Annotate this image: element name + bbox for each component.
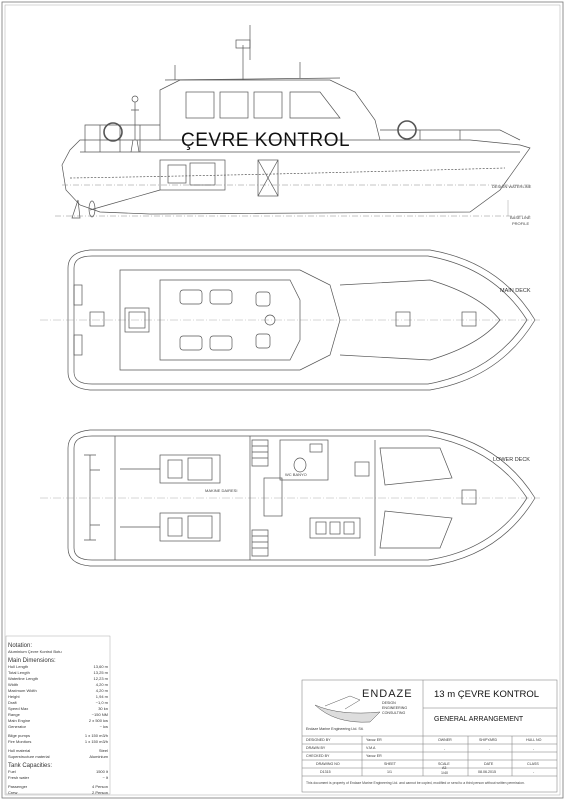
notes-row-value: 13,60 m	[93, 664, 108, 669]
notes-row-key: Width	[8, 682, 19, 687]
notation-heading: Notation:	[8, 643, 33, 649]
notes-row-value: ~150 NM	[91, 712, 108, 717]
drawing-no-value: D1315	[320, 770, 331, 774]
notes-row-value: Aluminium	[89, 754, 108, 759]
profile-person-body	[131, 102, 139, 152]
main-deck-bollard-stbd	[74, 335, 82, 355]
notes-row-value: 12,23 m	[93, 676, 108, 681]
lower-deck-stairs-2	[252, 530, 268, 556]
lower-deck-hatch-cabin	[355, 462, 369, 476]
profile-label: PROFILE	[512, 221, 530, 226]
scale-key: SCALE	[438, 762, 450, 766]
tank-list	[8, 769, 108, 781]
notes-row-value: ~ lt	[102, 775, 108, 780]
notation-text: Aluminium Çevre Kontrol Botu	[8, 649, 62, 654]
lower-deck-berth-port	[380, 448, 452, 485]
lower-deck-engine-stbd	[160, 513, 220, 541]
engine-room-label: MAKINE DAIRESI	[205, 488, 238, 493]
notes-row-value: 1 x 150 m3/h	[84, 739, 108, 744]
main-deck-label: MAIN DECK	[500, 288, 531, 294]
company-sub3: CONSULTING	[382, 711, 406, 715]
profile-person-head	[132, 96, 138, 102]
notes-row	[8, 790, 108, 796]
company-sub2: ENGINEERING	[382, 706, 408, 710]
company-name: ENDAZE	[362, 688, 413, 700]
class-value: -	[533, 770, 535, 774]
lower-deck-stairs-1	[252, 440, 268, 466]
notes-row-value: 2 x 500 kw	[88, 718, 108, 723]
notes-row	[8, 775, 108, 781]
drawn-by-value: V.M.A	[366, 746, 376, 750]
wc-label: WC BANYO	[285, 472, 307, 477]
company-sub1: DESIGN	[382, 701, 396, 705]
notes-row-value: 2 Person	[91, 790, 108, 795]
notes-row-key: Draft	[8, 700, 17, 705]
notes-row-key: Fuel	[8, 769, 16, 774]
vessel-name: ÇEVRE KONTROL	[181, 130, 351, 151]
notes-row-key: Bilge pumps	[8, 733, 31, 738]
lower-deck-wc-toilet	[294, 458, 306, 472]
main-deck-seat-3	[210, 290, 232, 304]
notes-row	[8, 724, 108, 730]
copyright-footer: This document is property of Endaze Marine Engineering Ltd. and cannot be copied, modified or send to a third person without written permission.	[306, 781, 525, 785]
notes-row	[8, 739, 108, 745]
notes-row-value: 1 x 150 m3/h	[84, 733, 108, 738]
notes-row-key: Maximum Width	[8, 688, 37, 693]
drawing-title: 13 m ÇEVRE KONTROL	[434, 689, 540, 700]
notes-row	[8, 754, 108, 760]
notes-row-key: Passenger	[8, 784, 28, 789]
main-deck-hatch-stern	[90, 312, 104, 326]
main-deck-plan	[40, 250, 540, 390]
profile-view	[55, 25, 530, 218]
shipyard-value: -	[489, 747, 491, 751]
scale-value-1: A3	[442, 766, 447, 770]
notes-row-key: Hull Length	[8, 664, 29, 669]
drawing-no-key: DRAWING NO	[316, 762, 340, 766]
profile-window-4	[290, 92, 340, 118]
notes-row-value: 1500 lt	[95, 769, 108, 774]
profile-window-2	[220, 92, 248, 118]
notes-row-key: Superstructure material	[8, 754, 50, 759]
designed-by-key: DESIGNED BY	[306, 738, 331, 742]
notes-row-key: Generator	[8, 724, 27, 729]
notes-row-key: Height	[8, 694, 20, 699]
profile-chine-line	[70, 168, 505, 178]
base-line-label: BASE LINE	[510, 215, 531, 220]
notes-row-value: 1,94 m	[95, 694, 108, 699]
lower-deck-label: LOWER DECK	[493, 457, 530, 463]
notes-row-value: 30 kn	[98, 706, 108, 711]
sheet-value: 1/1	[387, 770, 392, 774]
main-deck-hatch-fwd-2	[462, 312, 476, 326]
date-key: DATE	[484, 762, 494, 766]
notes-row-key: Speed Max	[8, 706, 29, 711]
notes-row-key: Fresh water	[8, 775, 30, 780]
checked-by-value: Yavuz ER	[366, 754, 382, 758]
notes-panel	[8, 640, 108, 796]
drawing-subtitle: GENERAL ARRANGEMENT	[434, 716, 524, 723]
notes-row-value: ~1,0 m	[95, 700, 108, 705]
profile-shaft	[90, 190, 160, 210]
notes-row-value: Steel	[98, 748, 108, 753]
notes-row-key: Fire Monitors	[8, 739, 32, 744]
design-waterline-label: DESIGN WATERLINE	[492, 184, 532, 189]
crew-list	[8, 784, 108, 796]
notes-row-key: Hull material	[8, 748, 31, 753]
lower-deck-generator	[264, 478, 282, 516]
main-deck-bollard-port	[74, 285, 82, 305]
dims-heading: Main Dimensions:	[8, 658, 56, 664]
sheet-key: SHEET	[384, 762, 396, 766]
checked-by-key: CHECKED BY	[306, 754, 330, 758]
lower-deck-berth-stbd	[380, 511, 452, 548]
lower-deck-galley	[310, 518, 360, 538]
main-deck-seat-5	[256, 292, 270, 306]
drawn-by-key: DRAWN BY	[306, 746, 326, 750]
notes-row-key: Crew	[8, 790, 18, 795]
profile-lifering-aft	[104, 123, 122, 141]
notes-row-value: ~ kw	[99, 724, 108, 729]
main-deck-hatch-fwd-1	[396, 312, 410, 326]
owner-key: OWNER	[438, 738, 452, 742]
date-value: 08.06.2015	[478, 770, 496, 774]
company-address: Endaze Marine Engineering Ltd. Sti.	[306, 727, 364, 731]
notes-row-key: Waterline Length	[8, 676, 39, 681]
main-deck-seat-2	[180, 336, 202, 350]
designed-by-value: Yavuz ER	[366, 738, 382, 742]
lower-deck-steering-gear	[84, 455, 100, 540]
profile-window-3	[254, 92, 282, 118]
notes-row-key: Total Length	[8, 670, 30, 675]
lower-deck-hatch-fwd	[462, 490, 476, 504]
main-deck-seat-1	[180, 290, 202, 304]
shipyard-key: SHIPYARD	[479, 738, 498, 742]
owner-value: -	[444, 747, 446, 751]
notes-row-value: 13,25 m	[93, 670, 108, 675]
profile-window-1	[186, 92, 214, 118]
hull-no-value: -	[533, 747, 535, 751]
lower-deck-engine-port	[160, 455, 220, 483]
notes-row-value: 4,20 m	[95, 688, 108, 693]
scale-value-2: 1/40	[441, 771, 448, 775]
equip-list	[8, 733, 108, 745]
hull-no-key: HULL NO	[526, 738, 542, 742]
notes-row-value: 4,20 m	[95, 682, 108, 687]
main-deck-seat-6	[256, 334, 270, 348]
notes-row-value: 4 Person	[91, 784, 108, 789]
lower-deck-wc-sink	[310, 444, 322, 452]
notes-row-key: Range	[8, 712, 20, 717]
tank-heading: Tank Capacities:	[8, 763, 53, 769]
dims-list	[8, 664, 108, 730]
lower-deck-plan	[40, 430, 540, 566]
notes-row-key: Main Engine	[8, 718, 31, 723]
material-list	[8, 748, 108, 760]
class-key: CLASS	[527, 762, 539, 766]
profile-rudder	[72, 200, 80, 218]
main-deck-seat-4	[210, 336, 232, 350]
